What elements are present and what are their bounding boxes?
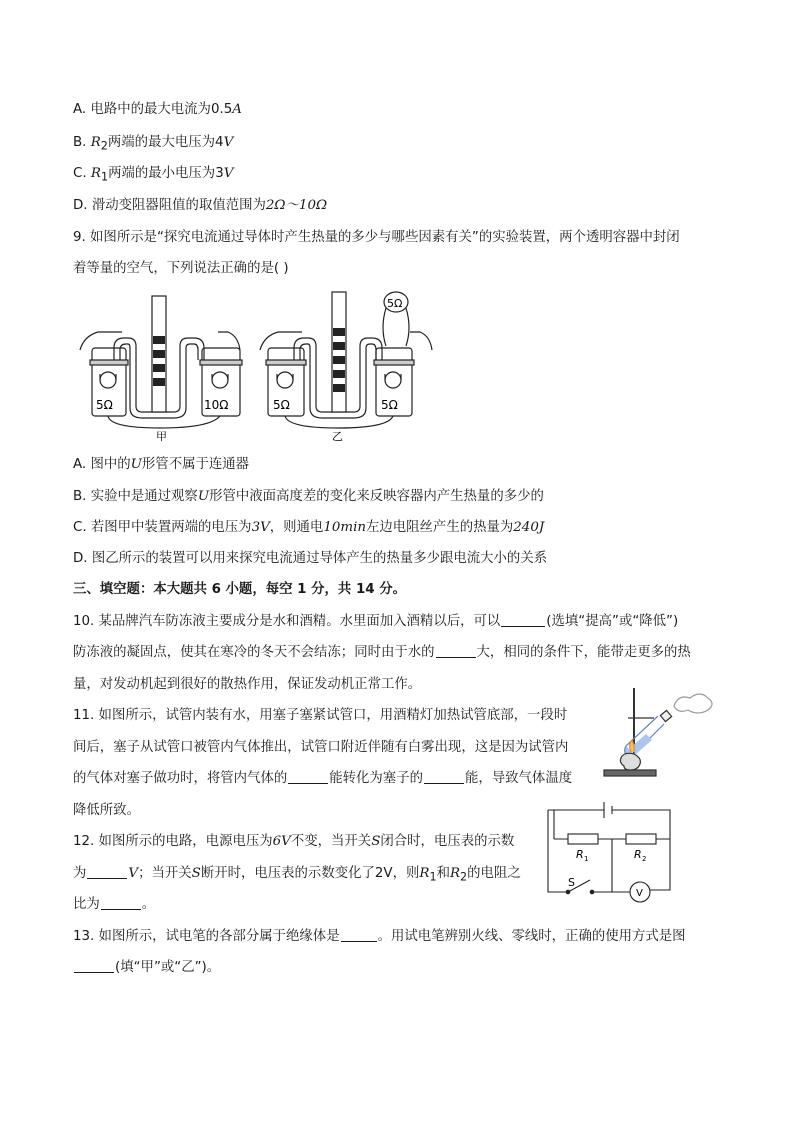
q13-blank-1[interactable] (341, 927, 377, 942)
q9-stem-line2: 着等量的空气，下列说法正确的是( ) (73, 261, 289, 276)
q11-blank-2[interactable] (424, 769, 464, 784)
q9-yi-right-resistor: 5Ω (381, 398, 398, 412)
q12-circuit-r2: R (634, 848, 642, 861)
q13-line1: 13. 如图所示，试电笔的各部分属于绝缘体是 。用试电笔辨别火线、零线时，正确的使用方式是图 (73, 929, 686, 944)
q9-jia-right-resistor: 10Ω (204, 398, 229, 412)
q11-blank-1[interactable] (288, 769, 328, 784)
q11-line3: 的气体对塞子做功时，将管内气体的 能转化为塞子的 能，导致气体温度 (73, 771, 573, 786)
q9-figure (70, 288, 450, 446)
q12-blank-1[interactable] (87, 864, 127, 879)
q10-blank-1[interactable] (501, 612, 545, 627)
q9-jia-left-resistor: 5Ω (96, 398, 113, 412)
q9-yi-label: 乙 (332, 430, 343, 443)
q10-line1: 10. 某品牌汽车防冻液主要成分是水和酒精。水里面加入酒精以后，可以 (选填“提高”或“降低”) (73, 614, 679, 629)
q12-blank-2[interactable] (101, 895, 141, 910)
q13-line2: (填“甲”或“乙”)。 (73, 958, 220, 978)
q10-line3: 量，对发动机起到很好的散热作用，保证发动机正常工作。 (73, 677, 422, 692)
q12-circuit-switch: S (568, 876, 575, 889)
q9-jia-label: 甲 (156, 430, 167, 443)
q10-line2: 防冻液的凝固点，使其在寒冷的冬天不会结冻；同时由于水的 大，相同的条件下，能带走更多的热 (73, 645, 691, 660)
section3-heading: 三、填空题：本大题共 6 小题，每空 1 分，共 14 分。 (73, 582, 407, 597)
q9-option-c: C. 若图甲中装置两端的电压为3V，则通电10min左边电阻丝产生的热量为240J (73, 520, 545, 535)
q11-figure (598, 682, 720, 780)
q11-line1: 11. 如图所示，试管内装有水，用塞子塞紧试管口，用酒精灯加热试管底部，一段时 (73, 708, 568, 723)
q12-line3: 比为 。 (73, 897, 156, 912)
q9-yi-external-resistor: 5Ω (387, 297, 403, 310)
q9-yi-left-resistor: 5Ω (273, 398, 290, 412)
q8-option-b: B. $R_2$两端的最大电压为4V (73, 135, 234, 153)
q12-circuit-r1: R (576, 848, 584, 861)
q10-blank-2[interactable] (436, 643, 476, 658)
q8-option-a: A. 电路中的最大电流为0.5A (73, 102, 242, 117)
q12-line1: 12. 如图所示的电路，电源电压为6V不变，当开关S闭合时，电压表的示数 (73, 834, 515, 849)
q9-stem-line1: 9. 如图所示是“探究电流通过导体时产生热量的多少与哪些因素有关”的实验装置，两个透明容器中封闭 (73, 230, 680, 245)
q9-option-a: A. 图中的U形管不属于连通器 (73, 457, 250, 472)
q9-option-b: B. 实验中是通过观察U形管中液面高度差的变化来反映容器内产生热量的多少的 (73, 489, 544, 504)
q8-option-c: C. $R_1$两端的最小电压为3V (73, 166, 234, 184)
q9-option-d: D. 图乙所示的装置可以用来探究电流通过导体产生的热量多少跟电流大小的关系 (73, 551, 548, 566)
q12-line2: 为 V；当开关S断开时，电压表的示数变化了2V，则$R_1$和$R_2$的电阻之 (73, 866, 521, 884)
q11-line4: 降低所致。 (73, 803, 140, 818)
q13-blank-2[interactable] (74, 958, 114, 973)
q11-line2: 间后，塞子从试管口被管内气体推出，试管口附近伴随有白雾出现，这是因为试管内 (73, 740, 569, 755)
q8-option-d: D. 滑动变阻器阻值的取值范围为2Ω～10Ω (73, 198, 328, 213)
q12-circuit (540, 796, 690, 908)
q12-circuit-voltmeter: V (636, 888, 643, 899)
q12-circuit-r1-sub: 1 (584, 855, 589, 863)
q12-circuit-r2-sub: 2 (642, 855, 647, 863)
